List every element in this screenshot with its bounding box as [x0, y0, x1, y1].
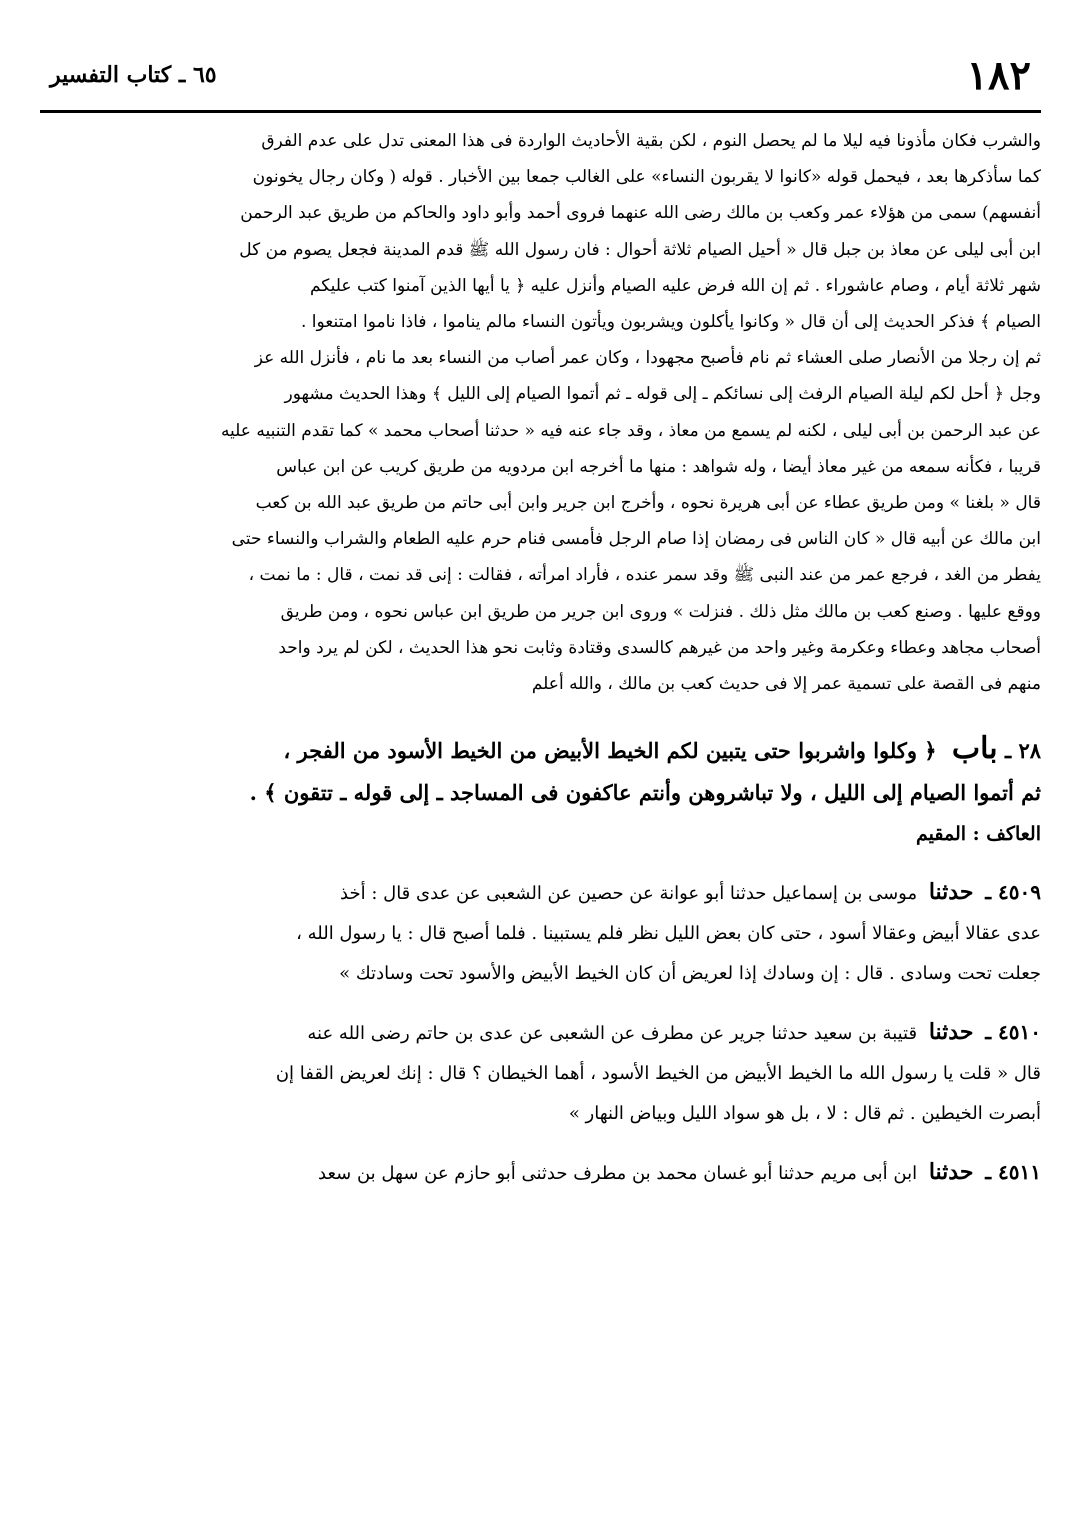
- hadith-line: قتيبة بن سعيد حدثنا جرير عن مطرف عن الشعبى عن عدى بن حاتم رضى الله عنه: [307, 1023, 918, 1045]
- hadith-4509: [40, 872, 1041, 994]
- page-number: ١٨٢: [966, 51, 1031, 99]
- commentary-line: قريبا ، فكأنه سمعه من غير معاذ أيضا ، وله شواهد : منها ما أخرجه ابن مردويه من طريق كريب عن ابن عباس: [276, 456, 1041, 477]
- page-body: [40, 123, 1041, 1194]
- commentary-line: أنفسهم) سمى من هؤلاء عمر وكعب بن مالك رضى الله عنهما فروى أحمد وأبو داود والحاكم من طريق عبد الرحمن: [240, 203, 1041, 224]
- commentary-line: أصحاب مجاهد وعطاء وعكرمة وغير واحد من غيرهم كالسدى وقتادة وثابت نحو هذا الحديث ، لكن لم يرد واحد: [278, 637, 1041, 658]
- hadith-opening: حدثنا: [928, 879, 974, 906]
- commentary-line: ثم إن رجلا من الأنصار صلى العشاء ثم نام فأصبح مجهودا ، وكان عمر أصاب من النساء بعد ما نام ، فأنزل الله عز: [254, 348, 1041, 369]
- hadith-4511: [40, 1152, 1041, 1194]
- commentary-line: والشرب فكان مأذونا فيه ليلا ما لم يحصل النوم ، لكن بقية الأحاديث الواردة فى هذا المعنى تدل على عدم الفرق: [261, 131, 1041, 151]
- commentary-line: منهم فى القصة على تسمية عمر إلا فى حديث كعب بن مالك ، والله أعلم: [531, 674, 1041, 695]
- hadith-4510: [40, 1012, 1041, 1134]
- hadith-number: ٤٥١١ ـ: [985, 1160, 1041, 1185]
- hadith-number: ٤٥٠٩ ـ: [985, 880, 1041, 905]
- hadith-line: قال « قلت يا رسول الله ما الخيط الأبيض من الخيط الأسود ، أهما الخيطان ؟ قال : إنك لعريض القفا إن: [275, 1063, 1041, 1085]
- hadith-line: عدى عقالا أبيض وعقالا أسود ، حتى كان بعض الليل نظر فلم يستبينا . فلما أصبح قال : يا رسول الله ،: [296, 923, 1041, 945]
- chapter-verse-part-2: ثم أتموا الصيام إلى الليل ، ولا تباشروهن وأنتم عاكفون فى المساجد ـ إلى قوله ـ تتقون ﴾ .: [249, 780, 1041, 806]
- commentary-line: كما سأذكرها بعد ، فيحمل قوله «كانوا لا يقربون النساء» على الغالب جمعا بين الأخبار . قوله ( وكان رجال يخونون: [252, 167, 1041, 188]
- chapter-note: العاكف : المقيم: [915, 823, 1041, 846]
- page-header: [40, 40, 1041, 113]
- hadith-number: ٤٥١٠ ـ: [985, 1020, 1041, 1045]
- chapter-heading: [40, 728, 1041, 854]
- commentary-text: [40, 123, 1041, 702]
- running-title: ٦٥ ـ كتاب التفسير: [50, 62, 217, 88]
- commentary-line: ووقع عليها . وصنع كعب بن مالك مثل ذلك . فنزلت » وروى ابن جرير من طريق ابن عباس نحوه ، ومن طريق: [280, 601, 1041, 622]
- chapter-verse-part-1: ﴿ وكلوا واشربوا حتى يتبين لكم الخيط الأبيض من الخيط الأسود من الفجر ،: [283, 738, 937, 764]
- commentary-line: الصيام ﴾ فذكر الحديث إلى أن قال « وكانوا يأكلون ويشربون ويأتون النساء مالم يناموا ، فاذا ناموا امتنعوا .: [300, 312, 1041, 333]
- hadith-opening: حدثنا: [928, 1019, 974, 1046]
- commentary-line: قال « بلغنا » ومن طريق عطاء عن أبى هريرة نحوه ، وأخرج ابن جرير وابن أبى حاتم من طريق عبد الله بن كعب: [255, 493, 1041, 514]
- commentary-line: ابن مالك عن أبيه قال « كان الناس فى رمضان إذا صام الرجل فأمسى فنام حرم عليه الطعام والشراب والنساء حتى: [231, 529, 1041, 550]
- chapter-number: ٢٨ ـ: [1004, 738, 1041, 764]
- hadith-line: موسى بن إسماعيل حدثنا أبو عوانة عن حصين عن الشعبى عن عدى قال : أخذ: [340, 883, 918, 905]
- commentary-line: ابن أبى ليلى عن معاذ بن جبل قال « أحيل الصيام ثلاثة أحوال : فان رسول الله ﷺ قدم المدينة فجعل يصوم من كل: [239, 239, 1041, 260]
- book-page: [40, 40, 1041, 1515]
- commentary-line: وجل ﴿ أحل لكم ليلة الصيام الرفث إلى نسائكم ـ إلى قوله ـ ثم أتموا الصيام إلى الليل ﴾ وهذا الحديث مشهور: [284, 384, 1041, 405]
- chapter-line-1: [40, 728, 1041, 772]
- hadith-line: جعلت تحت وسادى . قال : إن وسادك إذا لعريض أن كان الخيط الأبيض والأسود تحت وسادتك »: [339, 963, 1041, 985]
- commentary-line: شهر ثلاثة أيام ، وصام عاشوراء . ثم إن الله فرض عليه الصيام وأنزل عليه ﴿ يا أيها الذين آمنوا كتب عليكم: [309, 275, 1041, 296]
- chapter-bab: باب: [951, 731, 998, 767]
- commentary-line: يفطر من الغد ، فرجع عمر من عند النبى ﷺ وقد سمر عنده ، فأراد امرأته ، فقالت : إنى قد نمت ، قال : ما نمت ،: [248, 565, 1041, 586]
- hadith-opening: حدثنا: [928, 1159, 974, 1186]
- commentary-line: عن عبد الرحمن بن أبى ليلى ، لكنه لم يسمع من معاذ ، وقد جاء عنه فيه « حدثنا أصحاب محمد » كما تقدم التنبيه عليه: [220, 420, 1041, 441]
- hadith-line: أبصرت الخيطين . ثم قال : لا ، بل هو سواد الليل وبياض النهار »: [568, 1103, 1041, 1125]
- hadith-line: ابن أبى مريم حدثنا أبو غسان محمد بن مطرف حدثنى أبو حازم عن سهل بن سعد: [318, 1163, 918, 1185]
